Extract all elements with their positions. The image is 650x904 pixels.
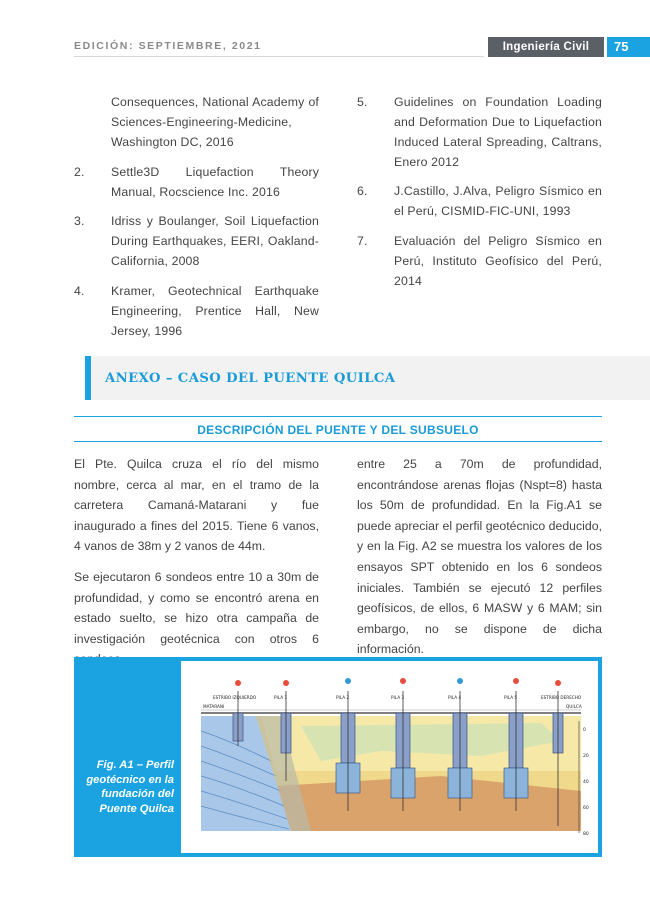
subsection-rule-top	[74, 416, 602, 417]
label-matarani: MATARANI	[203, 704, 225, 709]
label-pila-5: PILA 5	[504, 695, 518, 700]
depth-tick: 20	[583, 754, 589, 759]
label-pila-2: PILA 2	[336, 695, 350, 700]
label-pila-3: PILA 3	[391, 695, 405, 700]
body-column-left	[74, 454, 319, 680]
reference-number: 2.	[74, 165, 85, 179]
reference-number: 6.	[357, 184, 368, 198]
annex-accent-bar	[85, 356, 91, 400]
label-pila-1: PILA 1	[274, 695, 288, 700]
depth-tick: 0	[583, 728, 586, 733]
reference-number: 3.	[74, 214, 85, 228]
subsection-title: DESCRIPCIÓN DEL PUENTE Y DEL SUBSUELO	[197, 423, 479, 437]
figure-caption: Fig. A1 – Perfil geotécnico en la fundación del Puente Quilca	[86, 759, 174, 815]
body-column-right	[357, 454, 602, 670]
reference-text: Idriss y Boulanger, Soil Liquefaction During Earthquakes, EERI, Oakland-California, 2008	[111, 214, 319, 268]
annex-title: ANEXO – CASO DEL PUENTE QUILCA	[105, 371, 396, 386]
subsection-rule-bottom	[74, 441, 602, 442]
body-paragraph: El Pte. Quilca cruza el río del mismo nombre, cerca al mar, en el tramo de la carretera Camaná-Matarani y fue inaugurado a fines del 2015. Tiene 6 vanos, 4 vanos de 38m y 2 vanos de 44m.	[74, 457, 319, 554]
reference-number: 4.	[74, 284, 85, 298]
depth-tick: 60	[583, 806, 589, 811]
depth-tick: 40	[583, 780, 589, 785]
edition-label: EDICIÓN: SEPTIEMBRE, 2021	[74, 40, 262, 52]
reference-number: 7.	[357, 234, 368, 248]
section-tag: Ingeniería Civil	[488, 37, 604, 57]
header-divider	[74, 56, 484, 57]
label-pila-4: PILA 4	[448, 695, 462, 700]
reference-number: 5.	[357, 95, 368, 109]
geotechnical-profile-drawing	[181, 661, 598, 853]
figure-image	[181, 661, 598, 853]
label-estribo-derecho: ESTRIBO DERECHO	[541, 695, 582, 700]
reference-text: Kramer, Geotechnical Earthquake Engineering, Prentice Hall, New Jersey, 1996	[111, 284, 319, 338]
body-paragraph: entre 25 a 70m de profundidad, encontrándose arenas flojas (Nspt=8) hasta los 50m de profundidad. En la Fig.A1 se puede apreciar el perfil geotécnico deducido, y en la Fig. A2 se muestra los valores de los ensayos SPT obtenido en los 6 sondeos iniciales. También se ejecutó 12 perfiles geofísicos, de ellos, 6 MASW y 6 MAM; sin embargo, no se dispone de dicha información.	[357, 457, 602, 657]
label-quilca: QUILCA	[566, 704, 582, 709]
reference-text: Guidelines on Foundation Loading and Deformation Due to Liquefaction Induced Lateral Spreading, Caltrans, Enero 2012	[394, 95, 602, 169]
reference-text: Evaluación del Peligro Sísmico en Perú, Instituto Geofísico del Perú, 2014	[394, 234, 602, 288]
depth-tick: 80	[583, 832, 589, 837]
reference-text: Settle3D Liquefaction Theory Manual, Rocscience Inc. 2016	[111, 165, 319, 199]
reference-text: J.Castillo, J.Alva, Peligro Sísmico en el Perú, CISMID-FIC-UNI, 1993	[394, 184, 602, 218]
body-paragraph: Se ejecutaron 6 sondeos entre 10 a 30m de profundidad, y como se encontró arena en estado suelto, se hizo otra campaña de investigación geotécnica con otros 6	[74, 569, 319, 646]
page-number: 75	[607, 37, 650, 57]
label-estribo-izquierdo: ESTRIBO IZQUIERDO	[213, 695, 257, 700]
reference-text: Consequences, National Academy of Sciences-Engineering-Medicine, Washington DC, 2016	[111, 95, 319, 149]
